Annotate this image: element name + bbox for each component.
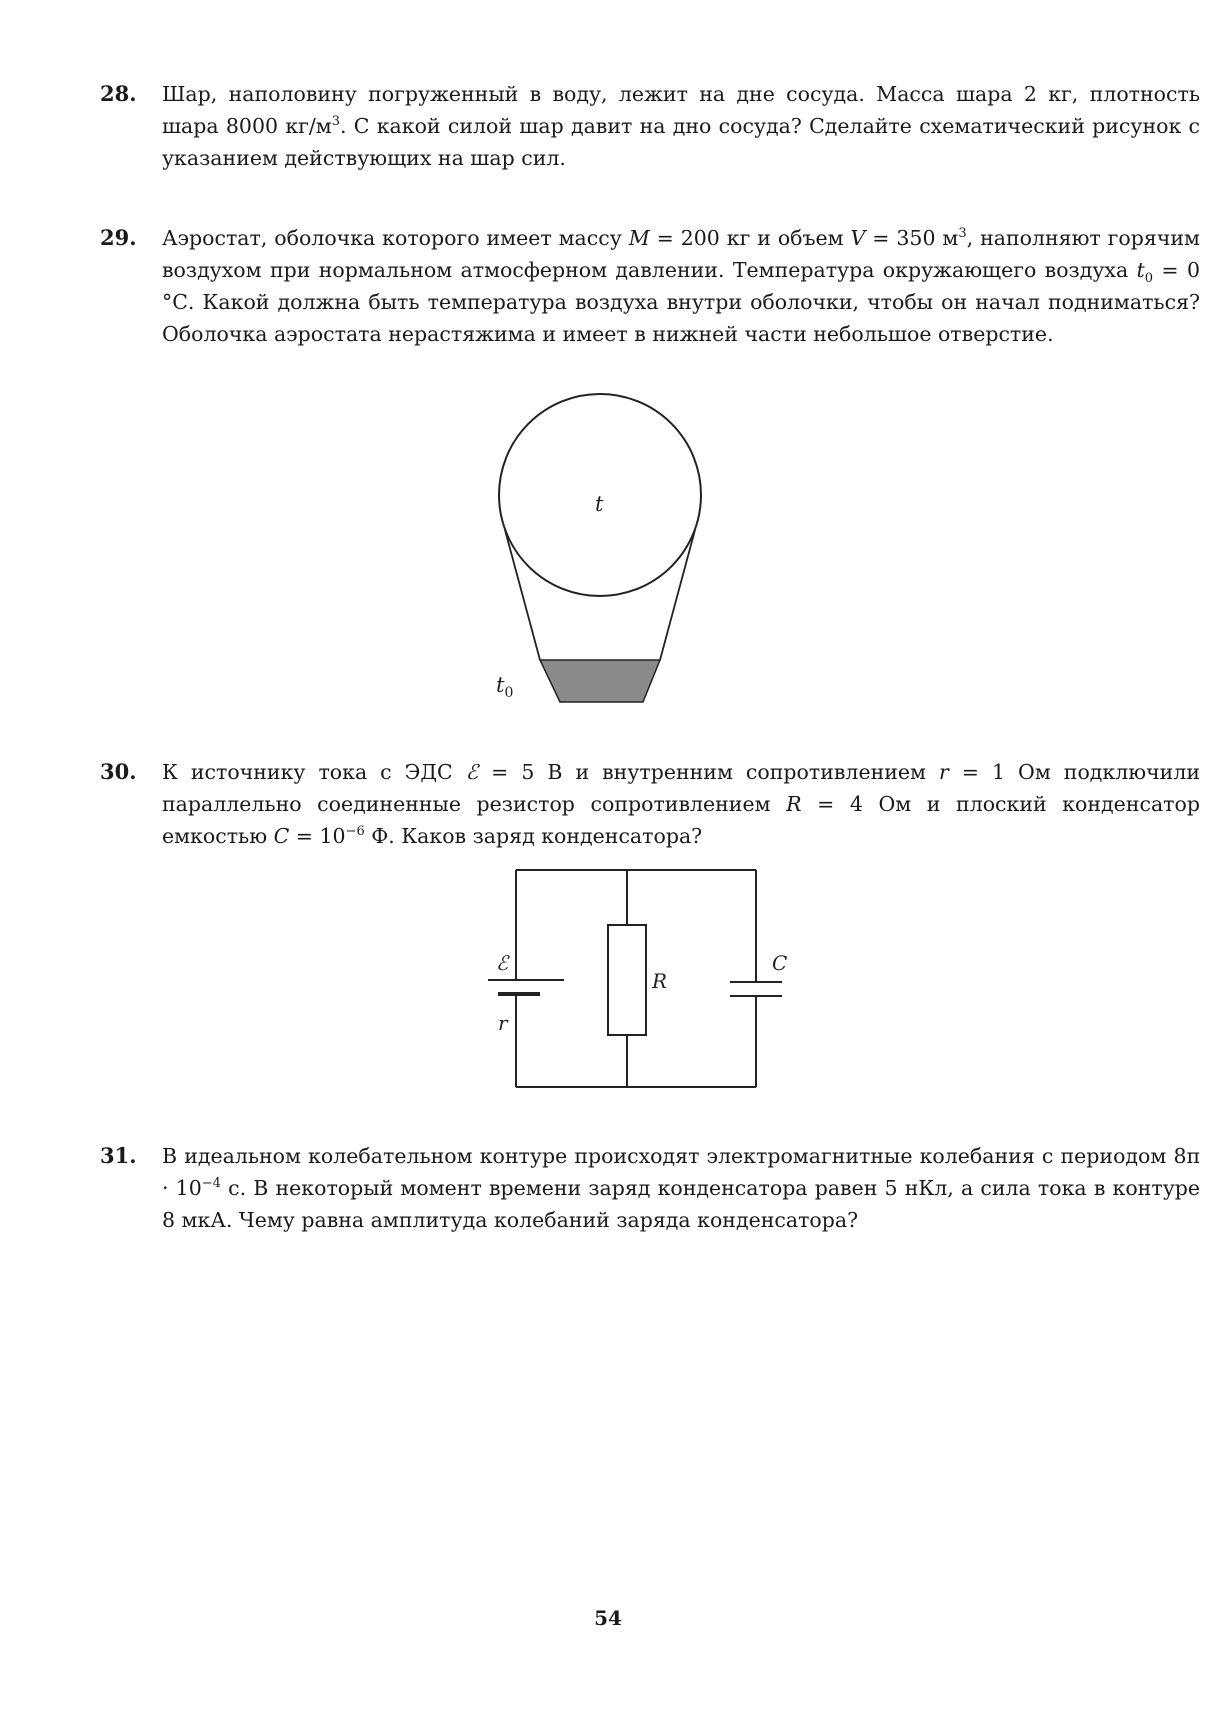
outside-temperature-label: $t_0$ xyxy=(496,673,514,701)
problem-29 xyxy=(100,222,1200,350)
balloon-rope-left xyxy=(505,530,540,660)
problem-number: 31. xyxy=(100,1143,137,1168)
balloon-figure xyxy=(496,395,760,715)
problem-number: 29. xyxy=(100,225,137,250)
emf-label: ℰ xyxy=(496,951,509,975)
page-number: 54 xyxy=(594,1606,622,1630)
balloon-basket xyxy=(540,660,660,702)
problem-text: Аэростат, оболочка которого имеет массу M = 200 кг и объем V = 350 $м^3$, наполняют горячим воздухом при нормальном атмосферном давлении. Температура окружающего воздуха $t_0 = 0$ °С. Какой должна быть температура воздуха внутри оболочки, чтобы он начал подниматься? Оболочка аэростата нерастяжима и имеет в нижней части небольшое отверстие. xyxy=(162,226,1200,346)
problem-text: К источнику тока с ЭДС ℰ = 5 В и внутренним сопротивлением r = 1 Ом подключили параллельно соединенные резистор сопротивлением R = 4 Ом и плоский конденсатор емкостью $C = 10^{-6}$ Ф. Каков заряд конденсатора? xyxy=(162,760,1201,848)
problem-31 xyxy=(100,1140,1200,1236)
inside-temperature-label: t xyxy=(595,492,604,516)
resistor xyxy=(608,925,646,1035)
balloon-rope-right xyxy=(660,530,695,660)
problem-text: В идеальном колебательном контуре происходят электромагнитные колебания с периодом $8\pi \cdot 10^{-4}$ с. В некоторый момент времени заряд конденсатора равен 5 нКл, а сила тока в контуре 8 мкА. Чему равна амплитуда колебаний заряда конденсатора? xyxy=(162,1144,1201,1232)
resistor-label: R xyxy=(652,969,668,993)
problem-text: Шар, наполовину погруженный в воду, лежит на дне сосуда. Масса шара 2 кг, плотность шара 8000 $кг/м^3$. С какой силой шар давит на дно сосуда? Сделайте схематический рисунок с указанием действующих на шар сил. xyxy=(162,82,1201,170)
problem-28 xyxy=(100,78,1200,174)
capacitor-label: C xyxy=(772,951,788,975)
internal-resistance-label: r xyxy=(498,1011,508,1035)
problem-number: 28. xyxy=(100,81,137,106)
circuit-figure xyxy=(480,860,800,1100)
problem-number: 30. xyxy=(100,759,137,784)
problem-30 xyxy=(100,756,1200,852)
